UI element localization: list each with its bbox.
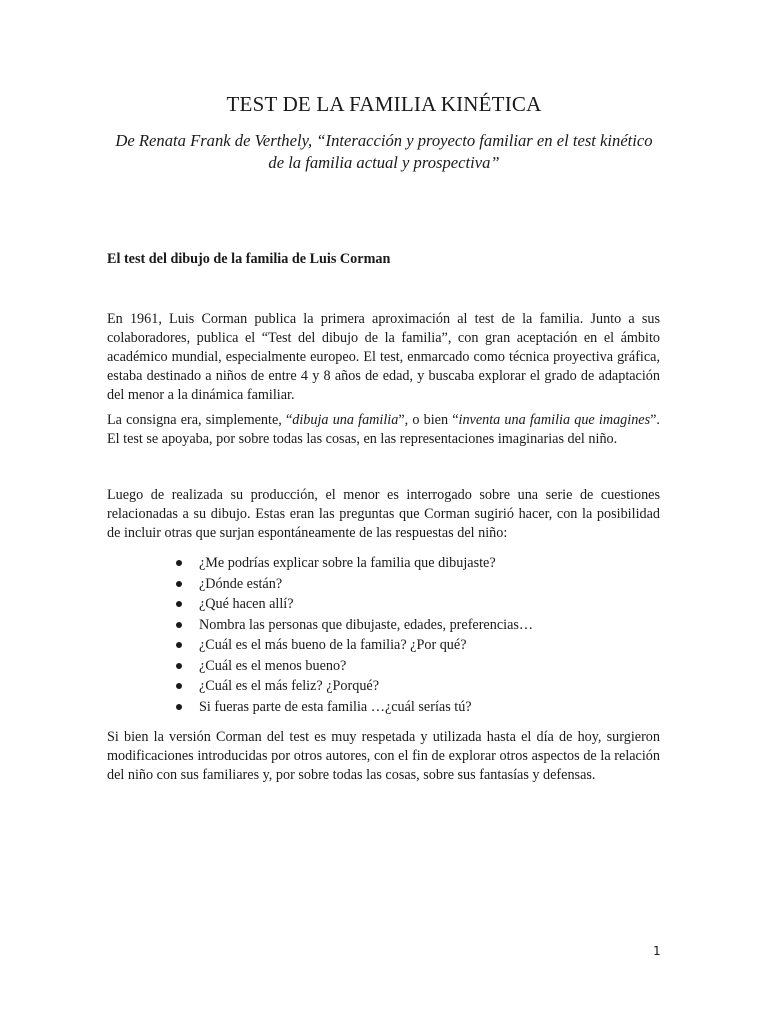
document-subtitle: De Renata Frank de Verthely, “Interacción y proyecto familiar en el test kinético de la familia actual y prospectiva” (115, 131, 653, 172)
paragraph-2-part-3: ”. El test se apoyaba, por sobre todas las cosas, en las representaciones imaginarias del niño. (107, 412, 660, 447)
document-title: TEST DE LA FAMILIA KINÉTICA (226, 92, 542, 116)
question-text: ¿Qué hacen allí? (199, 596, 294, 612)
list-item (176, 656, 616, 677)
list-item (176, 635, 616, 656)
section-heading: El test del dibujo de la familia de Luis Corman (107, 251, 391, 267)
bullet-icon (176, 601, 182, 607)
bullet-icon (176, 622, 182, 628)
bullet-icon (176, 642, 182, 648)
question-text: ¿Dónde están? (199, 575, 283, 592)
paragraph-conclusion (107, 728, 660, 785)
list-item (176, 594, 616, 615)
question-text: Nombra las personas que dibujaste, edades, preferencias… (199, 616, 534, 633)
paragraph-4-text: Si bien la versión Corman del test es muy respetada y utilizada hasta el día de hoy, surgieron modificaciones introducidas por otros autores, con el fin de explorar otros aspectos de la relación del niño con sus familiares y, por sobre todas las cosas, sobre sus fantasías y defensas. (107, 729, 660, 783)
paragraph-2-part-1: La consigna era, simplemente, “ (107, 412, 293, 428)
question-text: ¿Cuál es el más feliz? ¿Porqué? (199, 678, 380, 694)
list-item (176, 697, 616, 718)
page-number: 1 (653, 944, 661, 958)
list-item (176, 553, 616, 574)
paragraph-3-text: Luego de realizada su producción, el menor es interrogado sobre una serie de cuestiones relacionadas a su dibujo. Estas eran las preguntas que Corman sugirió hacer, con la posibilidad de incluir otras que surjan espontáneamente de las respuestas del niño: (107, 487, 660, 541)
bullet-icon (176, 581, 182, 587)
paragraph-2-text (107, 411, 660, 449)
questions-list (176, 553, 616, 717)
paragraph-consigna (107, 411, 660, 449)
list-item (176, 676, 616, 697)
paragraph-2-emphasis-1: dibuja una familia (292, 412, 399, 428)
question-text: Si fueras parte de esta familia …¿cuál serías tú? (199, 698, 472, 715)
question-text: ¿Me podrías explicar sobre la familia que dibujaste? (199, 555, 496, 571)
bullet-icon (176, 560, 182, 566)
list-item (176, 615, 616, 636)
bullet-icon (176, 663, 182, 669)
paragraph-questions-intro (107, 486, 660, 543)
bullet-icon (176, 704, 182, 710)
paragraph-2-emphasis-2: inventa una familia que imagines (458, 412, 651, 428)
question-text: ¿Cuál es el menos bueno? (199, 657, 347, 674)
list-item (176, 574, 616, 595)
bullet-icon (176, 683, 182, 689)
paragraph-2-part-2: ”, o bien “ (398, 412, 459, 428)
question-text: ¿Cuál es el más bueno de la familia? ¿Por qué? (199, 637, 467, 653)
paragraph-1-text: En 1961, Luis Corman publica la primera aproximación al test de la familia. Junto a sus colaboradores, publica el “Test del dibujo de la familia”, con gran aceptación en el ámbito académico mundial, especialmente europeo. El test, enmarcado como técnica proyectiva gráfica, estaba destinado a niños de entre 4 y 8 años de edad, y buscaba explorar el grado de adaptación del menor a la dinámica familiar. (107, 311, 660, 403)
paragraph-intro (107, 310, 660, 405)
